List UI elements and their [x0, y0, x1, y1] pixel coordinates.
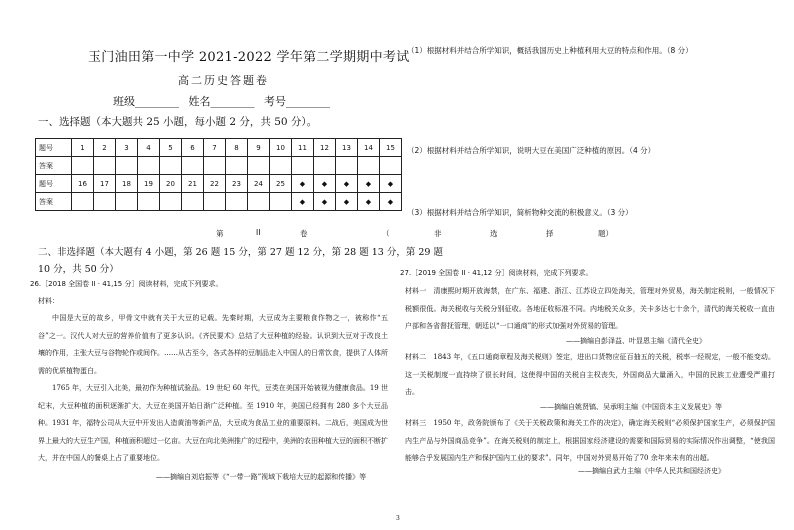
- answer-cell[interactable]: [94, 157, 116, 175]
- diamond-mark: ◆: [380, 175, 402, 193]
- table-cell: 7: [204, 139, 226, 157]
- answer-cell[interactable]: [204, 157, 226, 175]
- table-cell: 题号: [36, 139, 72, 157]
- section2-heading-line1: 二、非选择题（本大题有 4 小题，第 26 题 15 分，第 27 题 12 分，第 28 题 13 分，第 29 题: [38, 247, 443, 258]
- table-cell: 4: [138, 139, 160, 157]
- answer-cell[interactable]: [314, 157, 336, 175]
- q26-paragraph: 1765 年，大豆引入北美，最初作为种植试验品。19 世纪 60 年代，豆类在美国开始被视为健康食品。19 世纪末，大豆种植的面积逐渐扩大，大豆在美国开始日渐广泛种植。至 1910 年，美国已经拥有 280 多个大豆品种。1931 年，福特公司从大豆中开发出人造黄油等新产品，大豆成为食品工业的重要原料。二战后，美国成为世界上最大的大豆生产国，种植面积超过一亿亩。大豆在向北美洲推广的过程中，美洲的农田种植大豆的面积不断扩大，并在中国人的餐桌上占了重要地位。: [38, 384, 388, 462]
- answer-cell[interactable]: [116, 193, 138, 211]
- q26-intro: 26.［2018 全国卷 II · 41,15 分］阅读材料，完成下列要求。: [30, 280, 223, 288]
- diamond-mark: ◆: [292, 175, 314, 193]
- q27-material3: 材料三 1950 年，政务院颁布了《关于关税政策和海关工作的决定》，确定海关税则“必须保护国家生产，必须保护国内生产品与外国商品竞争”。在海关税则的制定上，根据国家经济建设的需要和国际贸易的实际情况作出调整，“使我国能够合乎发展国内生产和保护国内工业的要求”。同年，中国对外贸易开始了70 余年来未有的出超。: [405, 419, 775, 462]
- table-cell: 1: [72, 139, 94, 157]
- volume-label-char: 卷: [300, 229, 308, 238]
- answer-cell[interactable]: [336, 157, 358, 175]
- table-cell: 17: [94, 175, 116, 193]
- answer-cell[interactable]: [94, 193, 116, 211]
- diamond-mark: ◆: [336, 175, 358, 193]
- answer-cell[interactable]: [182, 193, 204, 211]
- answer-cell[interactable]: [182, 157, 204, 175]
- q27-material2: 材料二 1843 年，《五口通商章程及海关税则》签定，进出口货物应征百抽五的关税，税率一经规定，一般不能变动。这一关税制度一直持续了很长时间，这使得中国的关税自主权丧失，外国商品大量涌入，中国的民族工业遭受严重打击。: [405, 353, 775, 396]
- table-cell: 22: [204, 175, 226, 193]
- name-field[interactable]: 姓名________: [188, 95, 255, 108]
- table-cell: 16: [72, 175, 94, 193]
- table-cell: 题号: [36, 175, 72, 193]
- q27-material3-citation: ——摘编自武力主编《中华人民共和国经济史》: [578, 467, 725, 475]
- q26-paragraph: 中国是大豆的故乡，甲骨文中就有关于大豆的记载。先秦时期，大豆成为主要粮食作物之一，被称作“五谷”之一。汉代人对大豆的营养价值有了更多认识。《齐民要术》总结了大豆种植的经验。认识到大豆对于改良土壤的作用，主张大豆与谷物轮作或间作。……从古至今，各式各样的豆制品走入中国人的日常饮食，提供了人体所需的优质植物蛋白。: [38, 314, 388, 375]
- table-cell: 13: [336, 139, 358, 157]
- table-cell: 12: [314, 139, 336, 157]
- q26-citation: ——摘编自刘启振等《“一带一路”视域下栽培大豆的起源和传播》等: [156, 473, 367, 481]
- answer-cell[interactable]: [204, 193, 226, 211]
- exam-subtitle: 高二历史答题卷: [178, 74, 269, 87]
- page-number: 3: [396, 515, 400, 522]
- table-cell: 11: [292, 139, 314, 157]
- volume-label-char: 第: [216, 229, 224, 238]
- table-cell: 3: [116, 139, 138, 157]
- answer-cell[interactable]: [380, 157, 402, 175]
- section2-heading-line2: 10 分，共 50 分）: [38, 264, 119, 275]
- answer-cell[interactable]: [226, 193, 248, 211]
- table-row: [36, 157, 402, 175]
- volume-label-char: 题）: [598, 229, 613, 238]
- table-row: [36, 175, 402, 193]
- q27-material1: 材料一 清康熙时期开放海禁，在广东、福建、浙江、江苏设立四处海关，管理对外贸易，海关制定税则，一般情况下税额很低。海关税收与关税分别征收。各地征收标准不同。内地税关众多，关卡多达七十余个，清代的海关税收一直由户部和各省督抚管理，朝廷以“一口通商”的形式加强对外贸易的管理。: [405, 287, 775, 330]
- answer-cell[interactable]: [116, 157, 138, 175]
- student-info-line: [113, 93, 336, 109]
- answer-cell[interactable]: [72, 157, 94, 175]
- diamond-mark: ◆: [314, 193, 336, 211]
- answer-cell[interactable]: [72, 193, 94, 211]
- table-cell: 8: [226, 139, 248, 157]
- answer-cell[interactable]: [270, 193, 292, 211]
- q26-material-label: 材料：: [38, 297, 59, 305]
- diamond-mark: ◆: [314, 175, 336, 193]
- volume-label-char: 择: [546, 229, 554, 238]
- q27-material2-citation: ——摘编自姚贤镐、吴承明主编《中国资本主义发展史》等: [540, 403, 722, 411]
- answer-cell[interactable]: [248, 157, 270, 175]
- diamond-mark: ◆: [336, 193, 358, 211]
- class-field[interactable]: 班级________: [113, 95, 179, 108]
- table-cell: 23: [226, 175, 248, 193]
- answer-cell[interactable]: [248, 193, 270, 211]
- volume-label-char: （: [382, 229, 390, 238]
- volume-label-char: 选: [490, 229, 498, 238]
- diamond-mark: ◆: [358, 193, 380, 211]
- table-cell: 5: [160, 139, 182, 157]
- table-cell: 答案: [36, 157, 72, 175]
- table-cell: 21: [182, 175, 204, 193]
- answer-cell[interactable]: [358, 157, 380, 175]
- answer-table: [35, 138, 402, 211]
- exam-title: 玉门油田第一中学 2021-2022 学年第二学期期中考试: [88, 50, 410, 65]
- answer-cell[interactable]: [226, 157, 248, 175]
- q27-material1-citation: ——摘编自彭泽益、叶显恩主编《清代全史》: [566, 337, 706, 345]
- q26-sub3: （3）根据材料并结合所学知识，简析物种交流的积极意义。（3 分）: [407, 208, 633, 217]
- table-row: [36, 139, 402, 157]
- table-cell: 6: [182, 139, 204, 157]
- table-cell: 2: [94, 139, 116, 157]
- answer-cell[interactable]: [292, 157, 314, 175]
- answer-cell[interactable]: [138, 193, 160, 211]
- answer-cell[interactable]: [160, 157, 182, 175]
- diamond-mark: ◆: [292, 193, 314, 211]
- table-cell: 答案: [36, 193, 72, 211]
- answer-cell[interactable]: [160, 193, 182, 211]
- table-cell: 25: [270, 175, 292, 193]
- table-cell: 14: [358, 139, 380, 157]
- q26-sub2: （2）根据材料并结合所学知识，说明大豆在美国广泛种植的原因。（4 分）: [407, 146, 656, 155]
- table-cell: 20: [160, 175, 182, 193]
- diamond-mark: ◆: [358, 175, 380, 193]
- volume-label-char: 非: [434, 229, 442, 238]
- exam-number-field[interactable]: 考号________: [264, 95, 330, 108]
- table-cell: 9: [248, 139, 270, 157]
- q26-sub1: （1）根据材料并结合所学知识，概括我国历史上种植利用大豆的特点和作用。（8 分）: [407, 46, 693, 55]
- section1-heading: 一、选择题（本大题共 25 小题，每小题 2 分，共 50 分）。: [38, 116, 318, 128]
- table-row: [36, 193, 402, 211]
- q27-intro: 27.［2019 全国卷 II · 41,12 分］阅读材料，完成下列要求。: [400, 269, 593, 277]
- answer-cell[interactable]: [138, 157, 160, 175]
- table-cell: 19: [138, 175, 160, 193]
- volume-label-char: II: [256, 228, 261, 237]
- table-cell: 24: [248, 175, 270, 193]
- table-cell: 18: [116, 175, 138, 193]
- answer-cell[interactable]: [270, 157, 292, 175]
- diamond-mark: ◆: [380, 193, 402, 211]
- table-cell: 15: [380, 139, 402, 157]
- table-cell: 10: [270, 139, 292, 157]
